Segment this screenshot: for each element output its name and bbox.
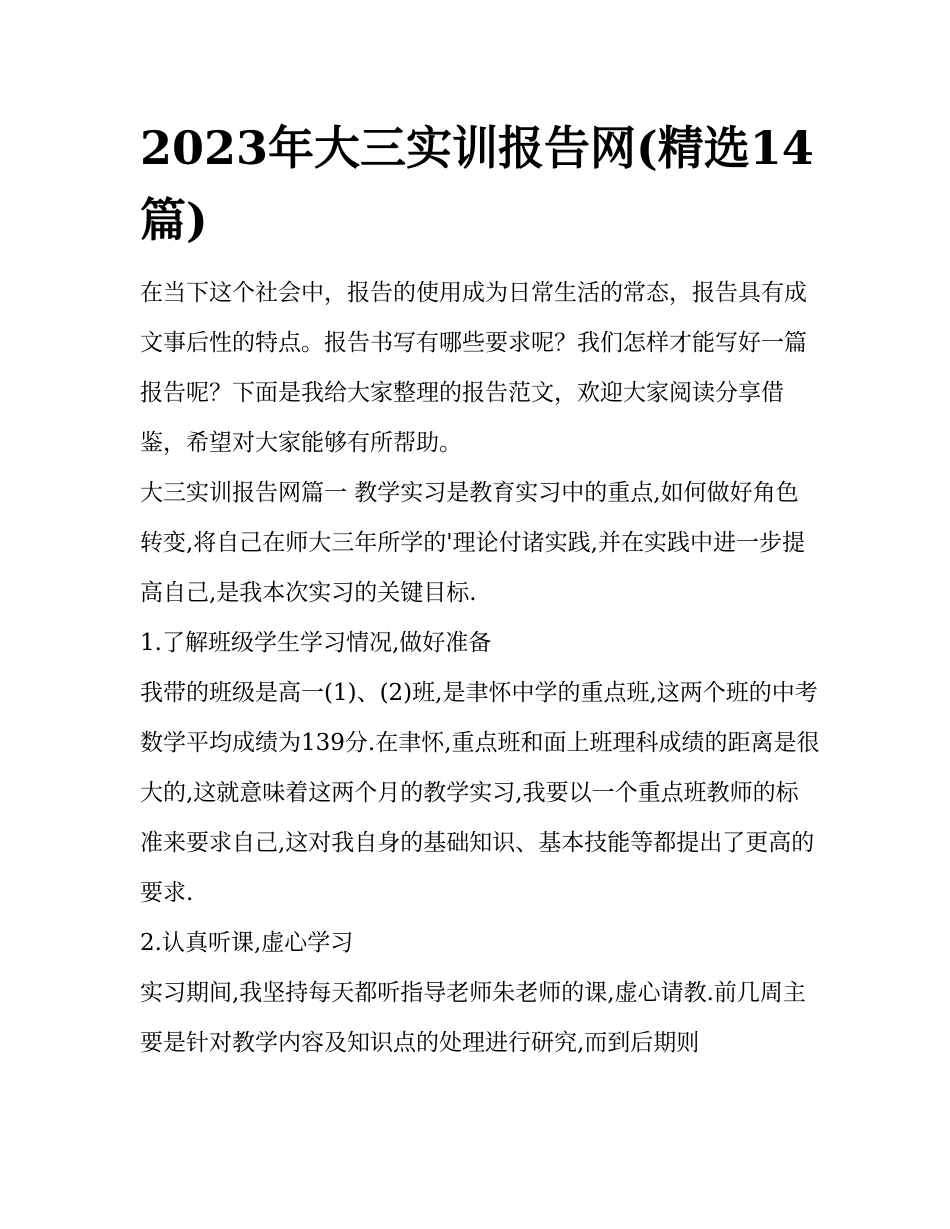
- heading-understand-class: 1.了解班级学生学习情况,做好准备: [140, 630, 492, 656]
- section-one-paragraph: 大三实训报告网篇一 教学实习是教育实习中的重点,如何做好角色转变,将自己在师大三年所学的'理论付诸实践,并在实践中进一步提高自己,是我本次实习的关键目标.: [140, 480, 805, 606]
- class-description-paragraph: 我带的班级是高一(1)、(2)班,是聿怀中学的重点班,这两个班的中考数学平均成绩为139分.在聿怀,重点班和面上班理科成绩的距离是很大的,这就意味着这两个月的教学实习,我要以一个重点班教师的标准来要求自己,这对我自身的基础知识、基本技能等都提出了更高的要求.: [140, 680, 820, 906]
- heading-attend-lessons: 2.认真听课,虚心学习: [140, 930, 354, 956]
- document-content: [140, 112, 820, 1068]
- internship-paragraph: 实习期间,我坚持每天都听指导老师朱老师的课,虚心请教.前几周主要是针对教学内容及知识点的处理进行研究,而到后期则: [140, 980, 806, 1056]
- document-body: [140, 268, 820, 1068]
- document-title: 2023年大三实训报告网(精选14篇): [140, 121, 814, 247]
- intro-paragraph: 在当下这个社会中，报告的使用成为日常生活的常态，报告具有成文事后性的特点。报告书写有哪些要求呢？我们怎样才能写好一篇报告呢？下面是我给大家整理的报告范文，欢迎大家阅读分享借鉴，希望对大家能够有所帮助。: [140, 280, 807, 456]
